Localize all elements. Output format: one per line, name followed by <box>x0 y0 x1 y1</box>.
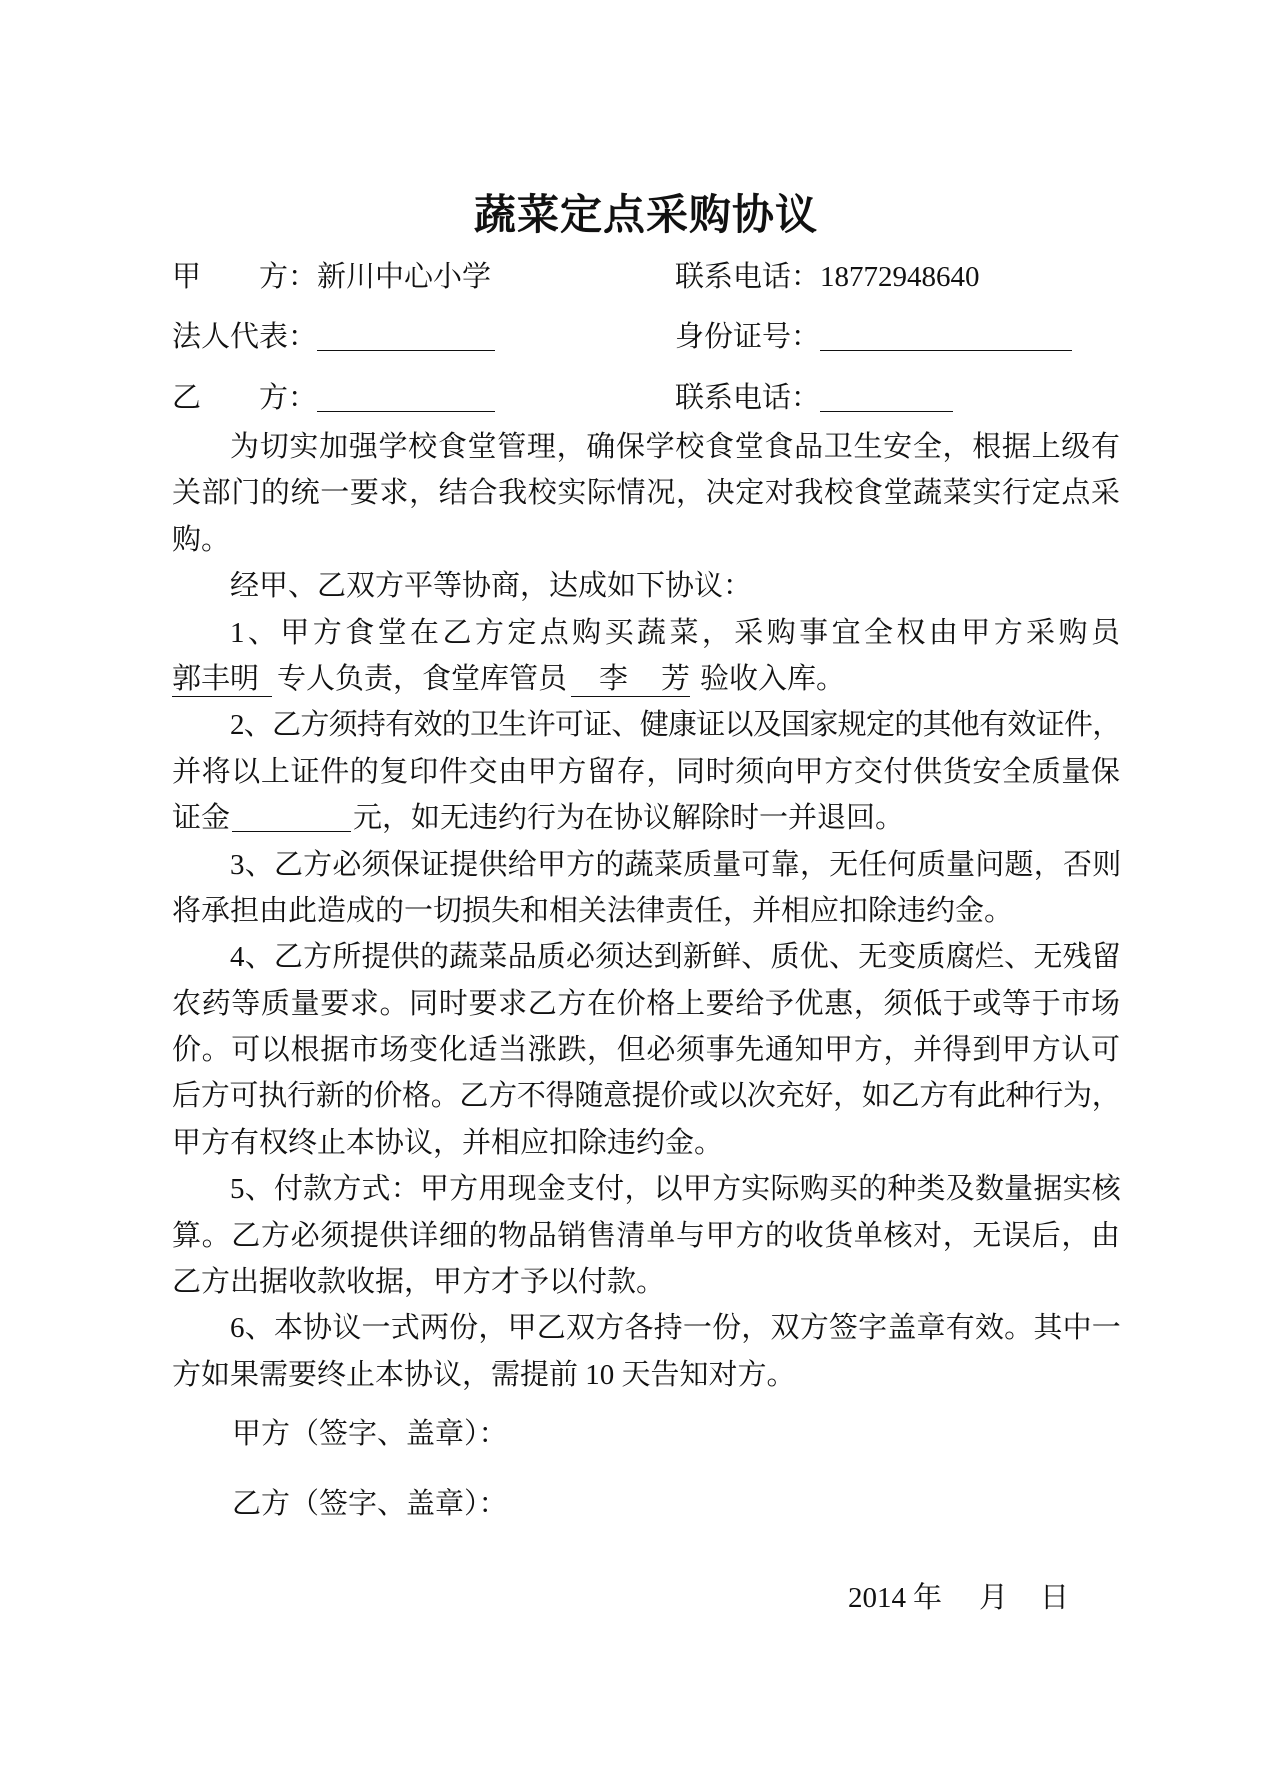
party-a-value: 新川中心小学 <box>317 261 492 293</box>
deposit-prefix: 证金 <box>172 802 231 835</box>
intro-line: 购。 <box>172 523 231 556</box>
intro-line: 为切实加强学校食堂管理，确保学校食堂食品卫生安全，根据上级有 <box>230 431 1120 463</box>
legal-rep-colon: ： <box>288 321 318 353</box>
header-row-party-a <box>172 257 1172 297</box>
date-year: 2014 <box>848 1582 906 1614</box>
signature-party-a: 甲方（签字、盖章）： <box>232 1418 508 1450</box>
party-a-colon: ： <box>288 261 318 293</box>
clause-5-line: 算。乙方必须提供详细的物品销售清单与甲方的收货单核对，无误后，由 <box>172 1219 1120 1252</box>
clause-6-line: 方如果需要终止本协议，需提前 10 天告知对方。 <box>172 1358 796 1391</box>
buyer-name: 郭丰明 <box>172 663 272 697</box>
clause-4-line: 后方可执行新的价格。乙方不得随意提价或以次充好，如乙方有此种行为， <box>172 1080 1120 1113</box>
id-number-blank <box>820 349 1072 351</box>
clause-1-end-text: 验收入库。 <box>700 662 846 695</box>
party-a-label: 甲方 <box>172 261 288 293</box>
deposit-suffix: 元，如无违约行为在协议解除时一并退回。 <box>353 802 905 835</box>
agreement-body <box>172 424 1120 1398</box>
clause-5-line: 乙方出据收款收据，甲方才予以付款。 <box>172 1266 666 1299</box>
clause-4-line: 甲方有权终止本协议，并相应扣除违约金。 <box>172 1126 724 1159</box>
clause-2-line <box>172 795 1120 841</box>
clause-2-line: 并将以上证件的复印件交由甲方留存，同时须向甲方交付供货安全质量保 <box>172 755 1120 788</box>
clause-2-line: 2、乙方须持有效的卫生许可证、健康证以及国家规定的其他有效证件， <box>230 709 1120 742</box>
clause-3-line: 将承担由此造成的一切损失和相关法律责任，并相应扣除违约金。 <box>172 894 1014 927</box>
party-b-colon: ： <box>288 382 318 414</box>
legal-rep-blank <box>317 349 495 351</box>
party-b-label: 乙方 <box>172 382 288 414</box>
header-row-legal-rep <box>172 317 1172 357</box>
clause-1-line: 1、甲方食堂在乙方定点购买蔬菜，采购事宜全权由甲方采购员 <box>230 616 1120 649</box>
party-b-phone <box>675 378 953 418</box>
header-row-party-b <box>172 378 1172 418</box>
party-b-phone-blank <box>820 410 953 412</box>
party-a-phone-value: 18772948640 <box>820 261 980 293</box>
intro-line: 关部门的统一要求，结合我校实际情况，决定对我校食堂蔬菜实行定点采 <box>172 477 1120 510</box>
signature-party-b: 乙方（签字、盖章）： <box>232 1488 508 1520</box>
date-year-unit: 年 <box>913 1582 943 1614</box>
clause-1-line <box>172 656 1120 702</box>
clause-1-mid-text: 专人负责，食堂库管员 <box>277 662 568 695</box>
legal-rep-label: 法人代表 <box>172 321 289 353</box>
date-month-unit: 月 <box>979 1582 1009 1614</box>
agreement-lead: 经甲、乙双方平等协商，达成如下协议： <box>230 570 753 603</box>
id-number <box>675 317 1072 357</box>
party-b-blank <box>317 410 495 412</box>
id-number-label: 身份证号： <box>675 321 821 353</box>
signing-date <box>848 1578 1069 1618</box>
clause-3-line: 3、乙方必须保证提供给甲方的蔬菜质量可靠，无任何质量问题，否则 <box>230 848 1120 881</box>
clause-6-line: 6、本协议一式两份，甲乙双方各持一份，双方签字盖章有效。其中一 <box>230 1312 1120 1345</box>
deposit-blank <box>232 830 351 832</box>
document-title: 蔬菜定点采购协议 <box>473 190 818 239</box>
clause-4-line: 价。可以根据市场变化适当涨跌，但必须事先通知甲方，并得到甲方认可 <box>172 1034 1120 1067</box>
clause-5-line: 5、付款方式：甲方用现金支付，以甲方实际购买的种类及数量据实核 <box>230 1173 1120 1206</box>
clause-4-line: 4、乙方所提供的蔬菜品质必须达到新鲜、质优、无变质腐烂、无残留 <box>230 941 1120 974</box>
date-day-unit: 日 <box>1040 1582 1070 1614</box>
party-b-phone-label: 联系电话： <box>675 382 821 414</box>
clause-4-line: 农药等质量要求。同时要求乙方在价格上要给予优惠，须低于或等于市场 <box>172 987 1120 1020</box>
party-a-phone-label: 联系电话： <box>675 261 821 293</box>
party-a-phone <box>675 257 980 297</box>
keeper-name: 李 芳 <box>571 663 690 697</box>
